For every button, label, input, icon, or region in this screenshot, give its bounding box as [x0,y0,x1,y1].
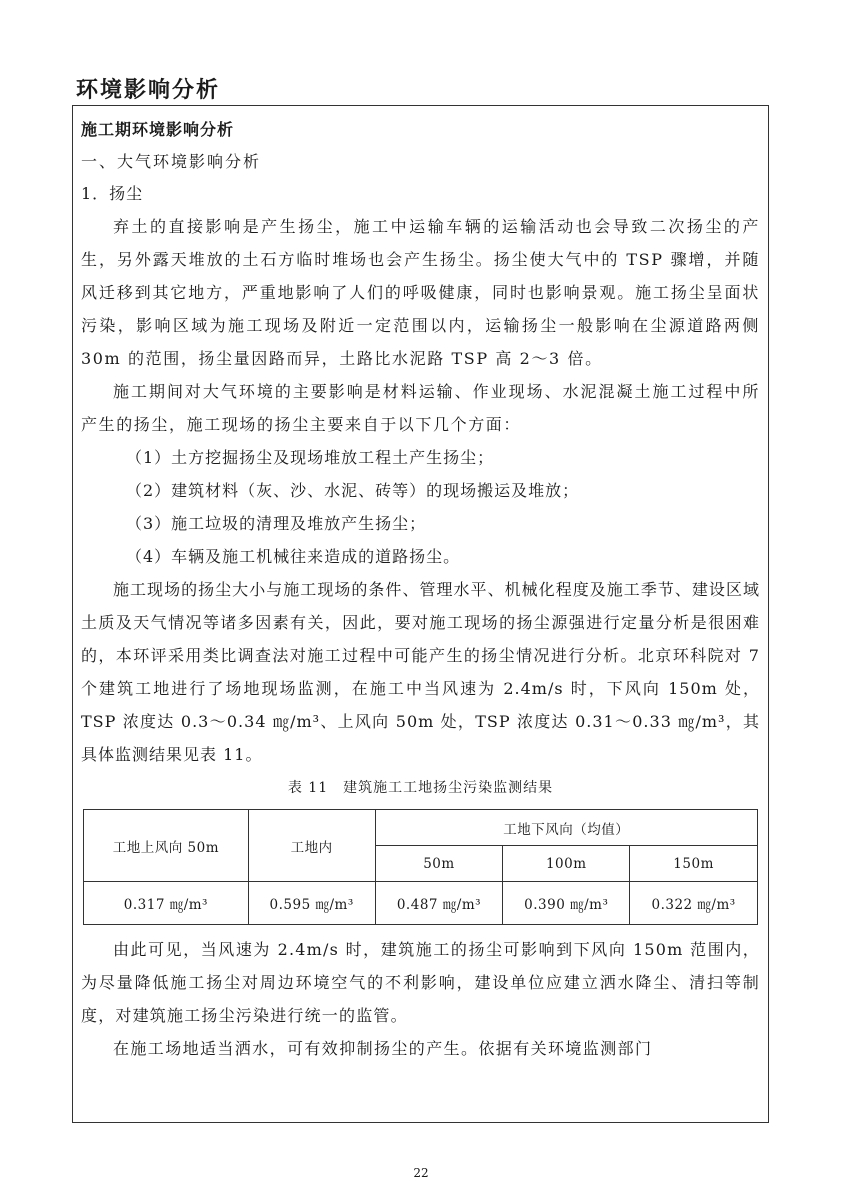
page-number: 22 [413,1166,429,1180]
dust-monitoring-table [83,809,758,925]
value-downwind-50m: 0.487 ㎎/m³ [375,882,503,925]
header-downwind-group: 工地下风向（均值） [375,810,757,846]
header-downwind-50m: 50m [375,846,503,882]
table-row [84,882,758,925]
header-downwind-100m: 100m [503,846,630,882]
paragraph-construction-impact: 施工期间对大气环境的主要影响是材料运输、作业现场、水泥混凝土施工过程中所产生的扬尘，施工现场的扬尘主要来自于以下几个方面： [81,382,760,434]
table-header-row [84,810,758,846]
list-item: （3）施工垃圾的清理及堆放产生扬尘； [126,514,427,533]
section-heading: 施工期环境影响分析 [81,120,235,139]
header-downwind-150m: 150m [630,846,758,882]
subsection-heading: 一、大气环境影响分析 [81,152,262,171]
item-heading: 1．扬尘 [81,184,144,203]
page-title: 环境影响分析 [76,78,221,103]
table-caption: 表 11 建筑施工工地扬尘污染监测结果 [287,780,554,796]
paragraph-conclusion: 由此可见，当风速为 2.4m/s 时，建筑施工的扬尘可影响到下风向 150m 范围内，为尽量降低施工扬尘对周边环境空气的不利影响，建设单位应建立洒水降尘、清扫等制度，对建筑施工扬尘污染进行统一的监管。 [81,940,760,1025]
list-item: （4）车辆及施工机械往来造成的道路扬尘。 [126,547,461,566]
content-body [81,114,760,1065]
value-upwind: 0.317 ㎎/m³ [84,882,249,925]
header-inside: 工地内 [248,810,375,882]
list-item: （2）建筑材料（灰、沙、水泥、砖等）的现场搬运及堆放； [126,481,580,500]
header-upwind: 工地上风向 50m [84,810,249,882]
paragraph-monitoring: 施工现场的扬尘大小与施工现场的条件、管理水平、机械化程度及施工季节、建设区域土质及天气情况等诸多因素有关，因此，要对施工现场的扬尘源强进行定量分析是很困难的，本环评采用类比调查法对施工过程中可能产生的扬尘情况进行分析。北京环科院对 7 个建筑工地进行了场地现场监测，在施工中当风速为 2.4m/s 时，下风向 150m 处，TSP 浓度达 0.3～0.34 ㎎/m³、上风向 50m 处，TSP 浓度达 0.31～0.33 ㎎/m³，其具体监测结果见表 11。 [81,580,760,764]
paragraph-watering: 在施工场地适当洒水，可有效抑制扬尘的产生。依据有关环境监测部门 [113,1039,653,1058]
value-downwind-150m: 0.322 ㎎/m³ [630,882,758,925]
value-inside: 0.595 ㎎/m³ [248,882,375,925]
paragraph-dust-impact: 弃土的直接影响是产生扬尘，施工中运输车辆的运输活动也会导致二次扬尘的产生，另外露天堆放的土石方临时堆场也会产生扬尘。扬尘使大气中的 TSP 骤增，并随风迁移到其它地方，严重地影响了人们的呼吸健康，同时也影响景观。施工扬尘呈面状污染，影响区域为施工现场及附近一定范围以内，运输扬尘一般影响在尘源道路两侧 30m 的范围，扬尘量因路而异，土路比水泥路 TSP 高 2～3 倍。 [81,217,760,368]
list-item: （1）土方挖掘扬尘及现场堆放工程土产生扬尘； [126,448,495,467]
value-downwind-100m: 0.390 ㎎/m³ [503,882,630,925]
content-frame [72,105,769,1123]
